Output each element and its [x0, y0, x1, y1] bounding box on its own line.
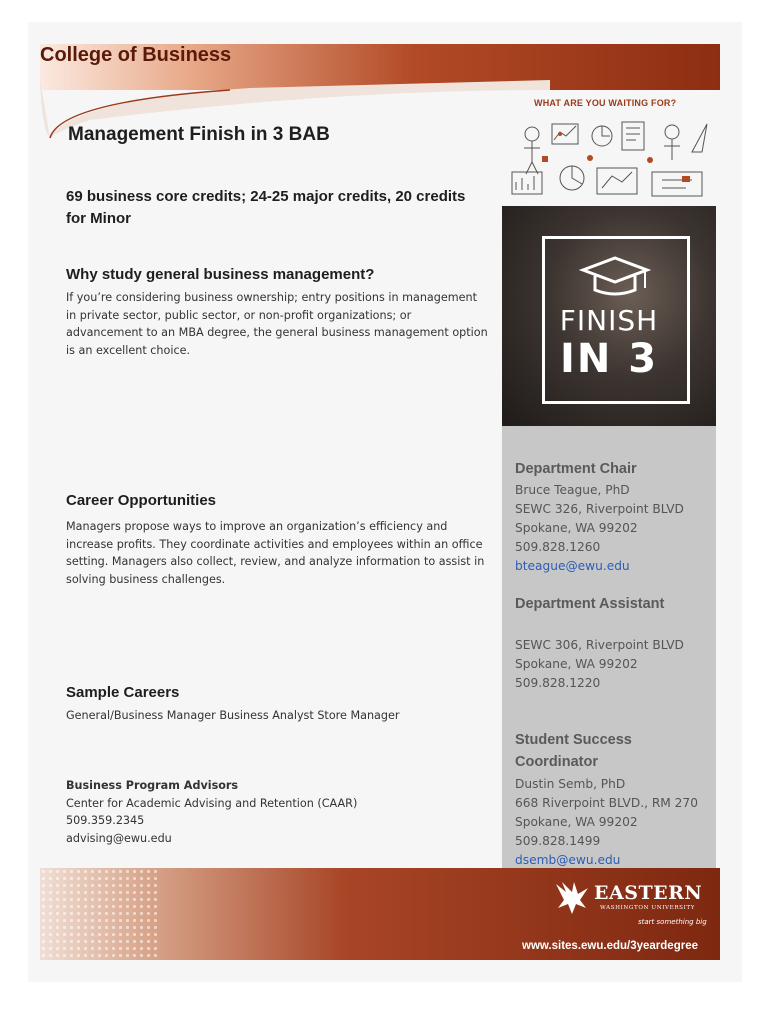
sample-heading: Sample Careers [66, 684, 180, 701]
chair-heading: Department Chair [515, 461, 637, 477]
chair-phone: 509.828.1260 [515, 540, 601, 554]
sample-text: General/Business Manager Business Analyst Store Manager [66, 709, 400, 722]
business-doodle-illustration [502, 112, 716, 204]
advisors-phone: 509.359.2345 [66, 814, 145, 827]
why-heading: Why study general business management? [66, 266, 375, 283]
coordinator-heading [515, 729, 632, 773]
assistant-heading: Department Assistant [515, 596, 665, 612]
chair-city: Spokane, WA 99202 [515, 521, 638, 535]
college-title: College of Business [40, 44, 232, 66]
coordinator-details [515, 775, 698, 870]
advisors-email[interactable]: advising@ewu.edu [66, 831, 172, 845]
coordinator-name: Dustin Semb, PhD [515, 777, 626, 791]
advisors-block [66, 777, 357, 847]
coordinator-email-link[interactable]: dsemb@ewu.edu [515, 853, 621, 867]
assistant-phone: 509.828.1220 [515, 676, 601, 690]
advisors-heading: Business Program Advisors [66, 779, 239, 792]
advisors-center: Center for Academic Advising and Retention (CAAR) [66, 796, 358, 810]
coordinator-phone: 509.828.1499 [515, 834, 601, 848]
coordinator-address: 668 Riverpoint BLVD., RM 270 [515, 796, 698, 810]
chair-name: Bruce Teague, PhD [515, 483, 630, 497]
finish-in-3-photo [502, 206, 716, 426]
in-3-text: IN 3 [559, 336, 659, 382]
chair-address: SEWC 326, Riverpoint BLVD [515, 502, 684, 516]
coordinator-city: Spokane, WA 99202 [515, 815, 638, 829]
footer-dot-pattern [40, 868, 160, 960]
graduation-cap-icon [575, 252, 655, 300]
chair-email-link[interactable]: bteague@ewu.edu [515, 559, 630, 573]
why-text: If you’re considering business ownership; entry positions in management in private sector, public sector, or non-profit organizations; or advancement to an MBA degree, the general business management option is an excellent choice. [66, 291, 488, 357]
logo-subtitle: WASHINGTON UNIVERSITY [600, 905, 696, 911]
tagline: WHAT ARE YOU WAITING FOR? [534, 98, 677, 108]
assistant-city: Spokane, WA 99202 [515, 657, 638, 671]
assistant-details [515, 636, 684, 693]
assistant-address: SEWC 306, Riverpoint BLVD [515, 638, 684, 652]
careers-text: Managers propose ways to improve an organization’s efficiency and increase profits. They coordinate activities and employees within an office setting. Managers also collect, review, and analyze information to assist in solving business challenges. [66, 520, 485, 586]
page-title: Management Finish in 3 BAB [68, 124, 330, 145]
eagle-logo-icon [552, 878, 592, 918]
logo-wordmark: EASTERN [594, 882, 703, 904]
finish-text: FINISH [559, 304, 659, 337]
footer-url[interactable]: www.sites.ewu.edu/3yeardegree [522, 940, 698, 952]
coordinator-heading-line1: Student Success [515, 732, 632, 748]
logo-tagline: start something big [638, 918, 707, 926]
chair-details [515, 481, 684, 576]
credits-summary: 69 business core credits; 24-25 major credits, 20 credits for Minor [66, 188, 466, 227]
careers-heading: Career Opportunities [66, 492, 217, 509]
coordinator-heading-line2: Coordinator [515, 754, 598, 770]
header-wave [30, 80, 550, 160]
